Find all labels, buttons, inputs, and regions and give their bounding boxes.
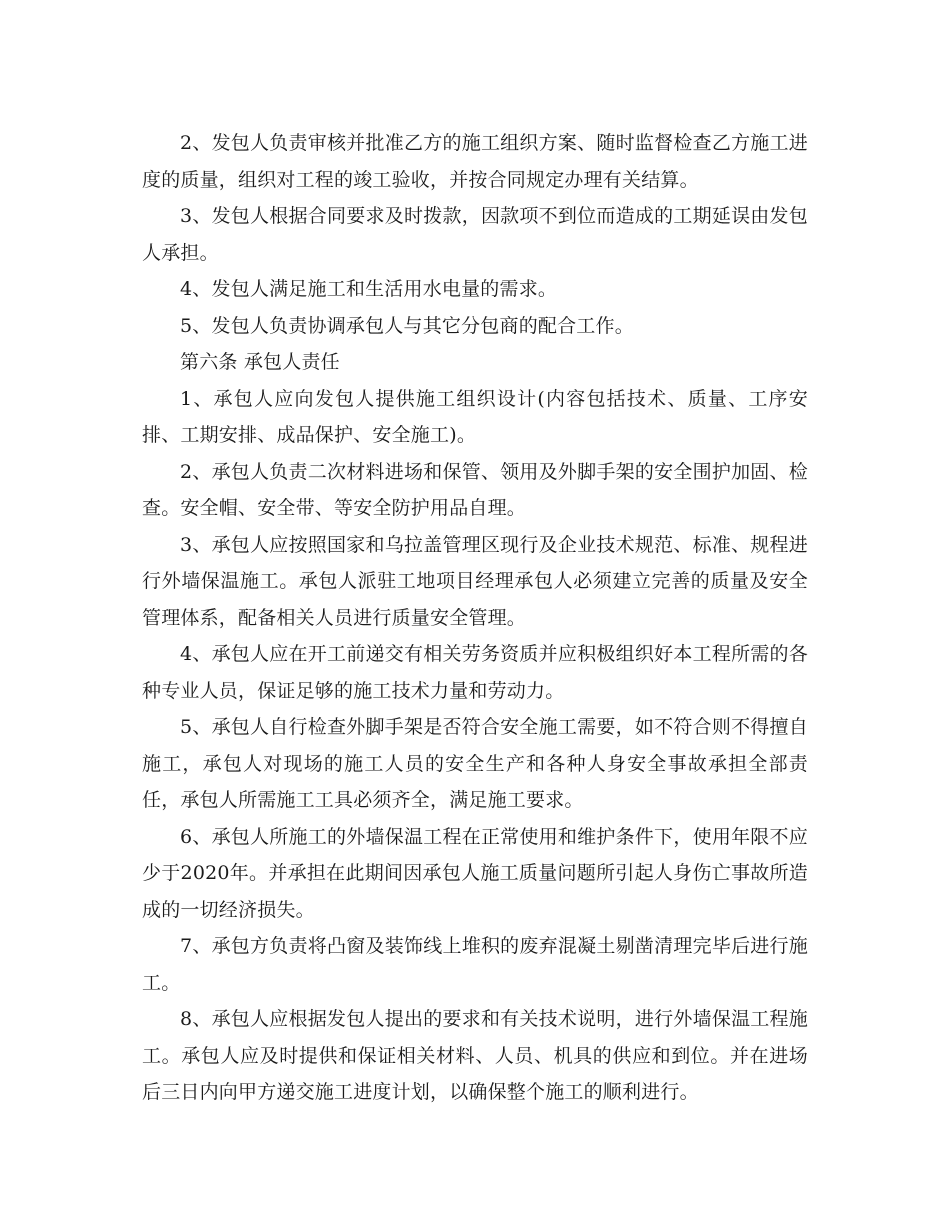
section-paragraph-7: 7、承包方负责将凸窗及装饰线上堆积的废弃混凝土剔凿清理完毕后进行施工。 [142,935,808,994]
paragraph-2: 2、发包人负责审核并批准乙方的施工组织方案、随时监督检查乙方施工进度的质量，组织对工程的竣工验收，并按合同规定办理有关结算。 [142,132,808,191]
paragraph-4: 4、发包人满足施工和生活用水电量的需求。 [180,278,558,300]
section-paragraph-8: 8、承包人应根据发包人提出的要求和有关技术说明，进行外墙保温工程施工。承包人应及时提供和保证相关材料、人员、机具的供应和到位。并在进场后三日内向甲方递交施工进度计划，以确保整个施工的顺利进行。 [142,1008,808,1103]
section-heading: 第六条 承包人责任 [180,351,340,373]
section-paragraph-6: 6、承包人所施工的外墙保温工程在正常使用和维护条件下，使用年限不应少于2020年。并承担在此期间因承包人施工质量问题所引起人身伤亡事故所造成的一切经济损失。 [142,825,808,921]
section-paragraph-4: 4、承包人应在开工前递交有相关劳务资质并应积极组织好本工程所需的各种专业人员，保证足够的施工技术力量和劳动力。 [142,643,808,702]
paragraph-5: 5、发包人负责协调承包人与其它分包商的配合工作。 [180,314,634,337]
paragraph-3: 3、发包人根据合同要求及时拨款，因款项不到位而造成的工期延误由发包人承担。 [142,205,808,264]
document-body [142,125,808,1111]
section-paragraph-5: 5、承包人自行检查外脚手架是否符合安全施工需要，如不符合则不得擅自施工，承包人对现场的施工人员的安全生产和各种人身安全事故承担全部责任，承包人所需施工工具必须齐全，满足施工要求。 [142,716,808,811]
section-paragraph-2: 2、承包人负责二次材料进场和保管、领用及外脚手架的安全围护加固、检查。安全帽、安全带、等安全防护用品自理。 [142,460,808,519]
section-paragraph-1: 1、承包人应向发包人提供施工组织设计(内容包括技术、质量、工序安排、工期安排、成品保护、安全施工)。 [142,387,808,446]
section-paragraph-3: 3、承包人应按照国家和乌拉盖管理区现行及企业技术规范、标准、规程进行外墙保温施工。承包人派驻工地项目经理承包人必须建立完善的质量及安全管理体系，配备相关人员进行质量安全管理。 [142,533,808,629]
